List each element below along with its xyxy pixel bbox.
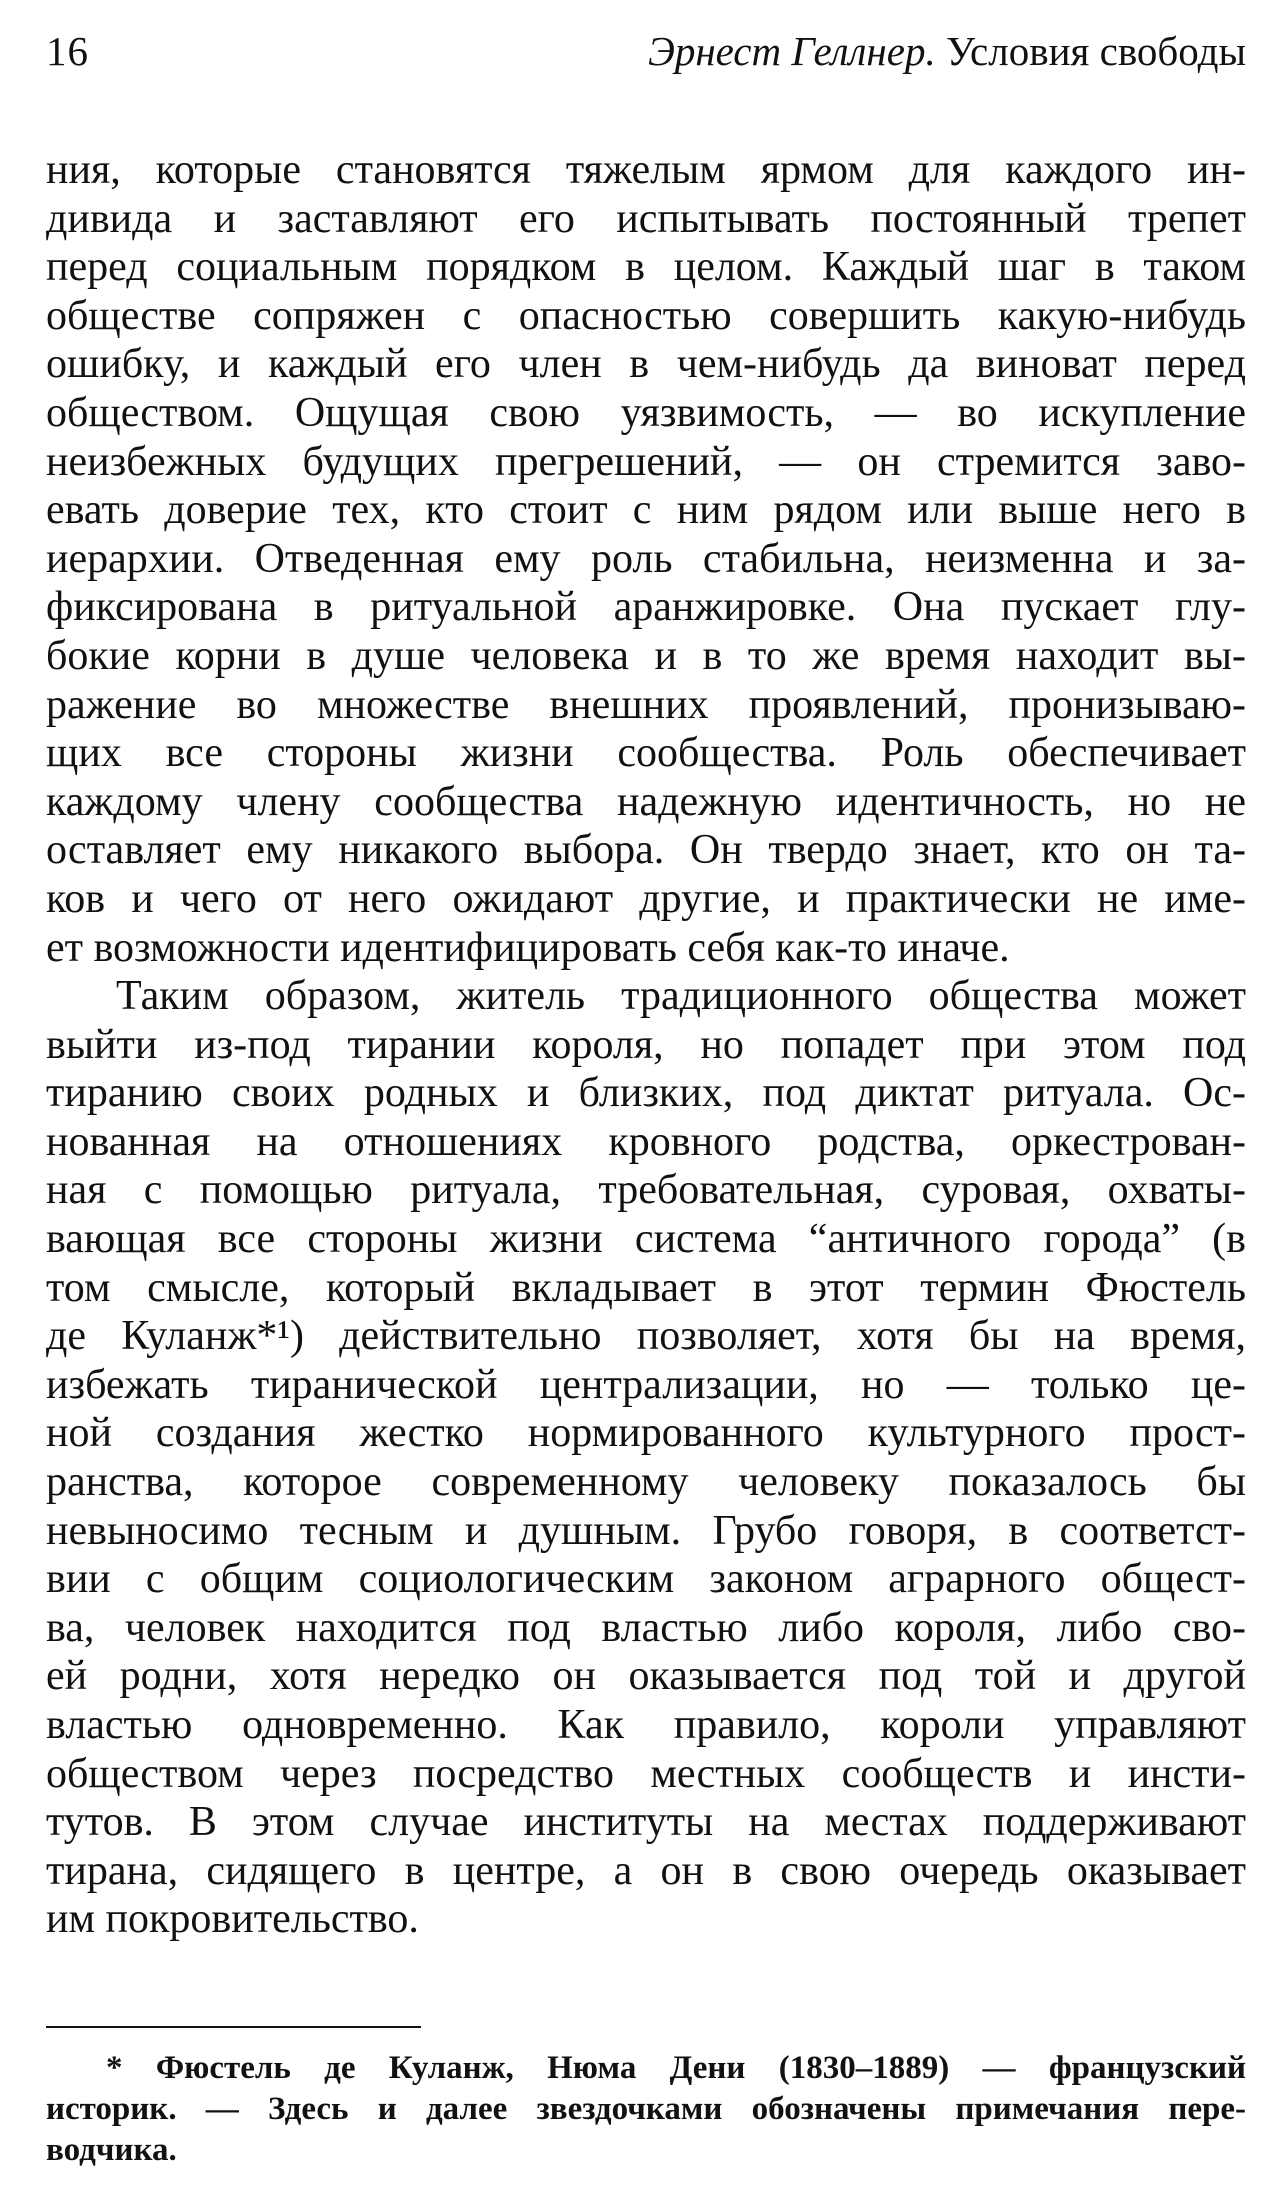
text-line: вающая все стороны жизни система “античного города” (в: [46, 1216, 1246, 1263]
text-line: иерархии. Отведенная ему роль стабильна, неизменна и за-: [46, 535, 1246, 582]
text-line: ей родни, хотя нередко он оказывается под той и другой: [46, 1653, 1246, 1700]
text-line: ет возможности идентифицировать себя как-то иначе.: [46, 924, 1010, 971]
paragraph-2: [46, 972, 1246, 1944]
body-text: [46, 146, 1246, 1944]
text-line: обществе сопряжен с опасностью совершить какую-нибудь: [46, 292, 1246, 339]
text-line: фиксирована в ритуальной аранжировке. Она пускает глу-: [46, 584, 1246, 631]
text-line: ния, которые становятся тяжелым ярмом для каждого ин-: [46, 147, 1246, 193]
text-line: тирана, сидящего в центре, а он в свою очередь оказывает: [46, 1847, 1246, 1894]
text-line: Таким образом, житель традиционного общества может: [116, 973, 1246, 1020]
text-line: избежать тиранической централизации, но — только це-: [46, 1361, 1246, 1408]
text-line: дивида и заставляют его испытывать постоянный трепет: [46, 195, 1246, 242]
text-line: невыносимо тесным и душным. Грубо говоря, в соответст-: [46, 1507, 1246, 1554]
text-line: ошибку, и каждый его член в чем-нибудь да виноват перед: [46, 341, 1246, 388]
text-line: обществом. Ощущая свою уязвимость, — во искупление: [46, 389, 1246, 436]
footnote-line: * Фюстель де Куланж, Нюма Дени (1830–1889) — французский: [106, 2050, 1246, 2086]
paragraph-1: [46, 146, 1246, 972]
text-line: ная с помощью ритуала, требовательная, суровая, охваты-: [46, 1167, 1246, 1214]
footnote: [46, 2048, 1246, 2171]
text-line: выйти из-под тирании короля, но попадет при этом под: [46, 1021, 1246, 1068]
text-line: неизбежных будущих прегрешений, — он стремится заво-: [46, 438, 1246, 485]
footnote-line: историк. — Здесь и далее звездочками обозначены примечания пере-: [46, 2091, 1246, 2127]
text-line: ной создания жестко нормированного культурного прост-: [46, 1410, 1246, 1457]
text-line: ражение во множестве внешних проявлений, пронизываю-: [46, 681, 1246, 728]
text-line: перед социальным порядком в целом. Каждый шаг в таком: [46, 244, 1246, 291]
text-line: евать доверие тех, кто стоит с ним рядом или выше него в: [46, 487, 1246, 534]
text-line: де Куланж*¹) действительно позволяет, хотя бы на время,: [46, 1313, 1246, 1360]
running-head: [46, 26, 1246, 76]
text-line: им покровительство.: [46, 1896, 419, 1943]
author-name: Эрнест Геллнер.: [647, 28, 936, 74]
text-line: вии с общим социологическим законом аграрного общест-: [46, 1556, 1246, 1603]
footnote-divider: [46, 2026, 421, 2028]
page-number: 16: [46, 28, 89, 74]
text-line: ва, человек находится под властью либо короля, либо сво-: [46, 1604, 1246, 1651]
text-line: ранства, которое современному человеку показалось бы: [46, 1459, 1246, 1506]
text-line: тутов. В этом случае институты на местах поддерживают: [46, 1799, 1246, 1846]
book-page: [46, 26, 1246, 1944]
book-name: Условия свободы: [935, 28, 1246, 74]
text-line: ков и чего от него ожидают другие, и практически не име-: [46, 875, 1246, 922]
book-title: [648, 26, 1246, 76]
text-line: тиранию своих родных и близких, под диктат ритуала. Ос-: [46, 1070, 1246, 1117]
text-line: обществом через посредство местных сообществ и инсти-: [46, 1750, 1246, 1797]
text-line: властью одновременно. Как правило, короли управляют: [46, 1702, 1246, 1748]
text-line: нованная на отношениях кровного родства, оркестрован-: [46, 1118, 1246, 1165]
text-line: том смысле, который вкладывает в этот термин Фюстель: [46, 1264, 1246, 1311]
text-line: каждому члену сообщества надежную идентичность, но не: [46, 778, 1246, 825]
text-line: щих все стороны жизни сообщества. Роль обеспечивает: [46, 730, 1246, 777]
text-line: оставляет ему никакого выбора. Он твердо знает, кто он та-: [46, 827, 1246, 874]
footnote-line: водчика.: [46, 2132, 177, 2168]
text-line: бокие корни в душе человека и в то же время находит вы-: [46, 632, 1246, 679]
